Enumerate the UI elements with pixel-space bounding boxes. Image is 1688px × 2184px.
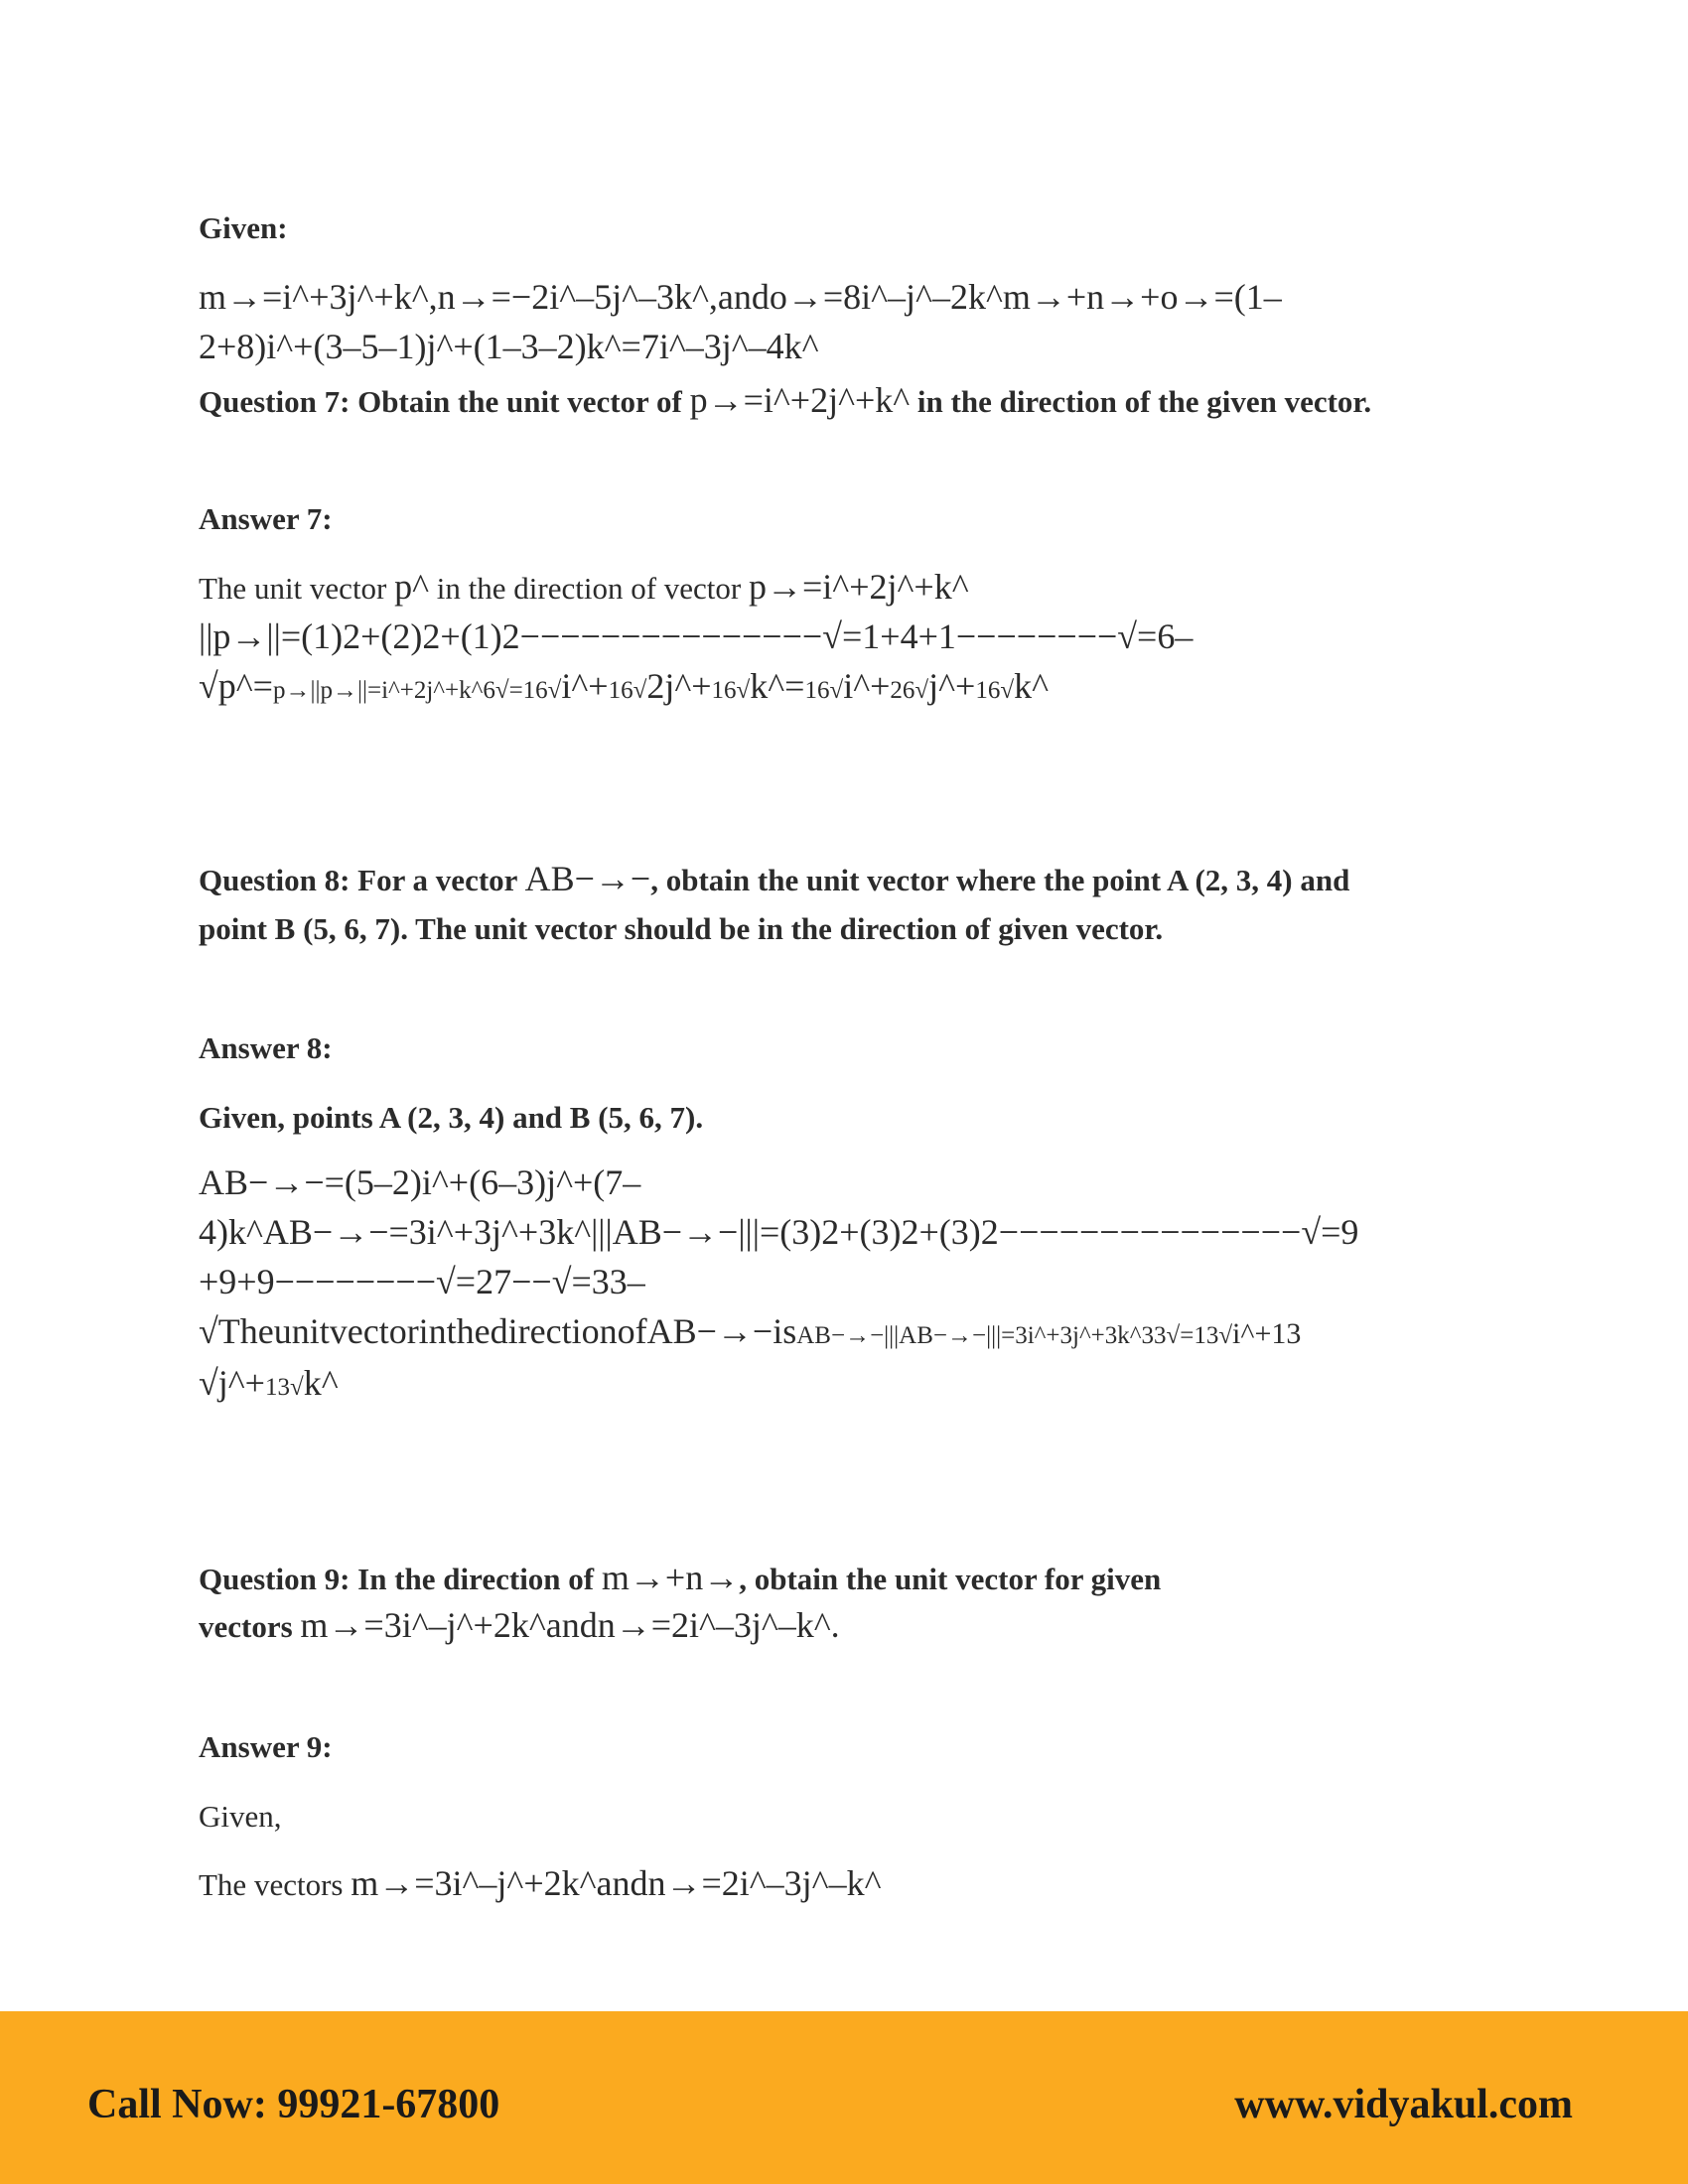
answer-9-text: The vectors: [199, 1867, 352, 1902]
given-equation-line1: m→=i^+3j^+k^,n→=−2i^–5j^–3k^,ando→=8i^–j^–2k^m→+n→+o→=(1–: [199, 277, 1282, 317]
answer-8-line2: 4)k^AB−→−=3i^+3j^+3k^|||AB−→−|||=(3)2+(3)2+(3)2−−−−−−−−−−−−−−−√=9: [199, 1212, 1359, 1252]
answer-7-math2: p→=i^+2j^+k^: [749, 567, 969, 607]
question-9-l2-math: m→=3i^–j^+2k^andn→=2i^–3j^–k^.: [300, 1605, 840, 1645]
question-7: [199, 379, 1371, 421]
question-7-prefix: Question 7: Obtain the unit vector of: [199, 384, 690, 419]
answer-8-line5: [199, 1362, 339, 1404]
answer-7-text1: The unit vector: [199, 571, 395, 606]
answer-7-l3a: √p^=: [199, 666, 273, 706]
answer-8-line4: [199, 1310, 1301, 1352]
call-now-phone[interactable]: Call Now: 99921-67800: [87, 2082, 500, 2127]
answer-8-l4b: AB−→−|||AB−→−|||=3i^+3j^+3k^33√=13√: [796, 1322, 1233, 1349]
answer-7-l3f: 16√: [711, 677, 751, 704]
answer-7-math1: p^: [394, 567, 430, 607]
question-7-math: p→=i^+2j^+k^: [689, 380, 911, 420]
question-9-l2-prefix: vectors: [199, 1609, 301, 1644]
answer-7-line1: [199, 566, 969, 608]
answer-7-l3m: k^: [1014, 666, 1049, 706]
answer-9-math: m→=3i^–j^+2k^andn→=2i^–3j^–k^: [351, 1863, 882, 1903]
answer-7-line2: ||p→||=(1)2+(2)2+(1)2−−−−−−−−−−−−−−−√=1+4+1−−−−−−−−√=6–: [199, 616, 1194, 656]
answer-7-l3b: p→||p→||=i^+2j^+k^6√=16√: [272, 677, 562, 704]
given-equation-line2: 2+8)i^+(3–5–1)j^+(1–3–2)k^=7i^–3j^–4k^: [199, 327, 819, 366]
footer-banner: [0, 2011, 1688, 2184]
question-8-line1: [199, 858, 1349, 899]
answer-7-l3c: i^+: [561, 666, 609, 706]
answer-7-l3d: 16√: [608, 677, 647, 704]
answer-7-l3k: j^+: [928, 666, 976, 706]
answer-8-l5a: √j^+: [199, 1363, 265, 1403]
answer-8-l4a: √TheunitvectorinthedirectionofAB−→−is: [199, 1311, 797, 1351]
question-9-suffix: , obtain the unit vector for given: [739, 1562, 1162, 1596]
answer-7-label: Answer 7:: [199, 501, 333, 536]
question-8-math: AB−→−: [524, 859, 651, 898]
question-7-suffix: in the direction of the given vector.: [910, 384, 1372, 419]
answer-7-l3j: 26√: [890, 677, 929, 704]
given-label: Given:: [199, 210, 288, 245]
answer-8-line3: +9+9−−−−−−−−√=27−−√=33–: [199, 1262, 645, 1301]
answer-8-l5b: 13√: [264, 1374, 304, 1401]
question-8-line2: point B (5, 6, 7). The unit vector should be in the direction of given vector.: [199, 911, 1164, 946]
question-8-suffix: , obtain the unit vector where the point A (2, 3, 4) and: [650, 863, 1350, 897]
answer-7-l3i: i^+: [843, 666, 891, 706]
answer-8-line1: AB−→−=(5–2)i^+(6–3)j^+(7–: [199, 1162, 641, 1202]
answer-8-l5c: k^: [303, 1363, 339, 1403]
answer-8-l4c: i^+13: [1232, 1317, 1302, 1350]
question-9-line2: [199, 1604, 840, 1646]
question-8-prefix: Question 8: For a vector: [199, 863, 525, 897]
answer-7-l3h: 16√: [804, 677, 844, 704]
answer-8-given: Given, points A (2, 3, 4) and B (5, 6, 7).: [199, 1100, 704, 1135]
question-9-prefix: Question 9: In the direction of: [199, 1562, 602, 1596]
question-9-line1: [199, 1557, 1161, 1598]
answer-9-given: Given,: [199, 1799, 282, 1834]
answer-9-label: Answer 9:: [199, 1729, 333, 1764]
answer-7-line3: [199, 665, 1049, 707]
answer-7-l3g: k^=: [750, 666, 805, 706]
answer-9-line: [199, 1862, 881, 1904]
question-9-math: m→+n→: [601, 1558, 740, 1597]
answer-8-label: Answer 8:: [199, 1030, 333, 1065]
answer-7-l3l: 16√: [975, 677, 1015, 704]
answer-7-l3e: 2j^+: [646, 666, 712, 706]
website-link[interactable]: www.vidyakul.com: [1234, 2082, 1573, 2127]
answer-7-text2: in the direction of vector: [429, 571, 749, 606]
